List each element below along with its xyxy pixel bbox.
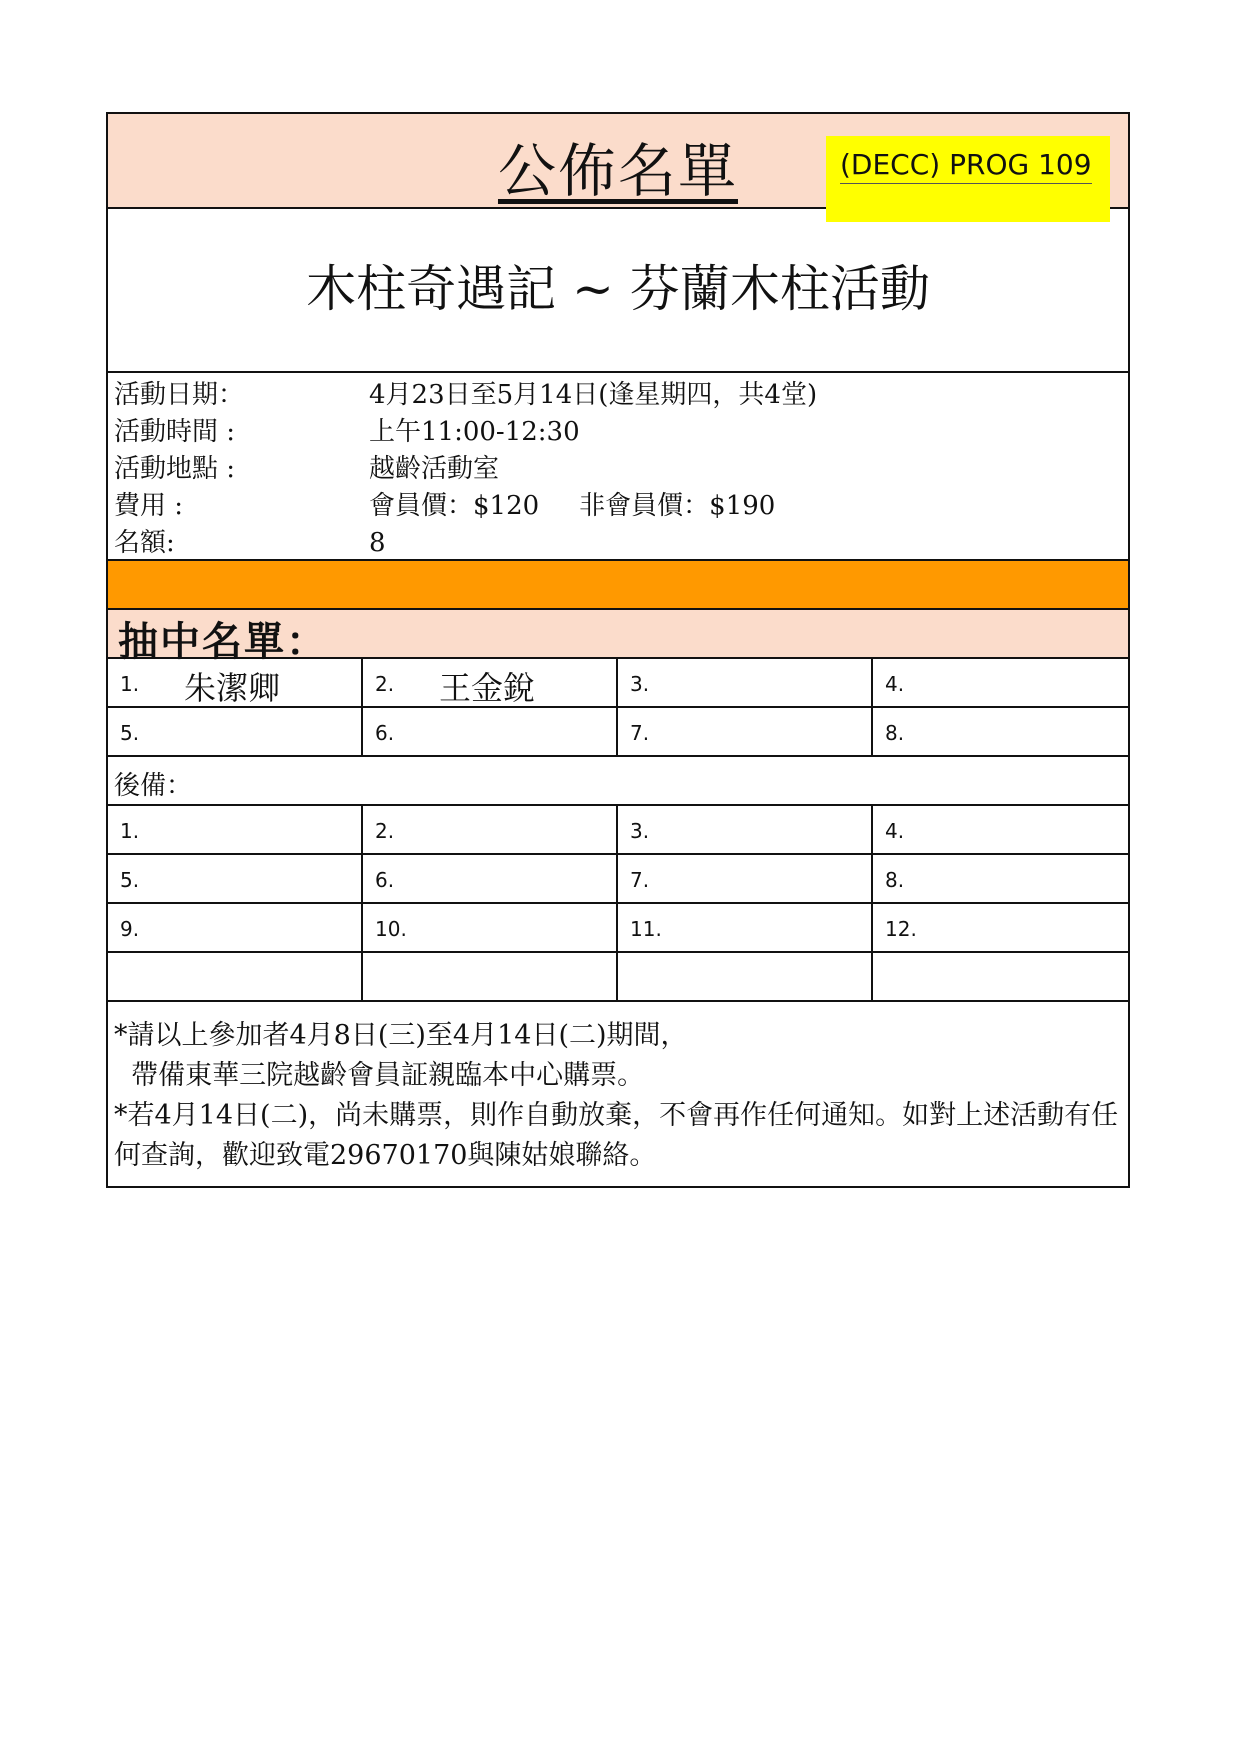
backup-cell bbox=[618, 904, 873, 951]
cell-number: 3. bbox=[630, 672, 650, 696]
empty-cell bbox=[363, 953, 618, 1000]
cell-number: 7. bbox=[630, 721, 650, 745]
winner-name: 王金銳 bbox=[439, 669, 536, 707]
winners-title: 抽中名單： bbox=[118, 619, 328, 665]
backup-cell bbox=[108, 855, 363, 902]
note-line: *若4月14日(二)，尚未購票，則作自動放棄，不會再作任何通知。如對上述活動有任何查詢，歡迎致電29670170與陳姑娘聯絡。 bbox=[114, 1100, 1119, 1171]
cell-number: 3. bbox=[630, 819, 650, 843]
info-quota bbox=[114, 525, 1122, 562]
info-fee bbox=[114, 488, 1122, 525]
activity-title-row bbox=[108, 209, 1128, 373]
cell-number: 5. bbox=[120, 868, 140, 892]
info-value: 越齡活動室 bbox=[369, 454, 500, 484]
backup-cell bbox=[108, 806, 363, 853]
backup-row bbox=[108, 855, 1128, 904]
info-label: 費用 : bbox=[114, 491, 184, 521]
cell-number: 2. bbox=[375, 672, 395, 696]
backup-cell bbox=[363, 855, 618, 902]
info-value: 8 bbox=[369, 528, 386, 558]
winners-row bbox=[108, 708, 1128, 757]
cell-number: 2. bbox=[375, 819, 395, 843]
info-value: 上午11:00-12:30 bbox=[369, 417, 580, 447]
program-code-label bbox=[826, 136, 1110, 222]
backup-cell bbox=[873, 855, 1128, 902]
non-member-fee: 非會員價：$190 bbox=[579, 491, 776, 521]
info-value: 4月23日至5月14日(逢星期四，共4堂) bbox=[369, 380, 818, 410]
activity-title: 木柱奇遇記 ~ 芬蘭木柱活動 bbox=[306, 260, 930, 318]
cell-number: 7. bbox=[630, 868, 650, 892]
info-date bbox=[114, 377, 1122, 414]
notice-sheet bbox=[106, 112, 1130, 1188]
cell-number: 12. bbox=[885, 917, 917, 941]
backup-cell bbox=[873, 904, 1128, 951]
empty-cell bbox=[108, 953, 363, 1000]
cell-number: 6. bbox=[375, 721, 395, 745]
info-label: 名額: bbox=[114, 528, 175, 558]
note-line: *請以上參加者4月8日(三)至4月14日(二)期間， bbox=[114, 1020, 688, 1051]
program-code: (DECC) PROG 109 bbox=[840, 148, 1092, 184]
backup-title: 後備： bbox=[114, 771, 193, 801]
cell-number: 4. bbox=[885, 819, 905, 843]
member-fee: 會員價：$120 bbox=[369, 491, 540, 521]
info-venue bbox=[114, 451, 1122, 488]
backup-cell bbox=[618, 855, 873, 902]
notice-title: 公佈名單 bbox=[497, 137, 738, 205]
cell-number: 6. bbox=[375, 868, 395, 892]
winner-cell bbox=[108, 708, 363, 755]
cell-number: 1. bbox=[120, 672, 140, 696]
cell-number: 8. bbox=[885, 721, 905, 745]
winners-header bbox=[108, 610, 1128, 665]
winner-cell bbox=[873, 708, 1128, 755]
winner-cell bbox=[873, 659, 1128, 706]
info-label: 活動日期： bbox=[114, 380, 245, 410]
cell-number: 10. bbox=[375, 917, 407, 941]
backup-cell bbox=[108, 904, 363, 951]
backup-cell bbox=[618, 806, 873, 853]
cell-number: 9. bbox=[120, 917, 140, 941]
empty-row bbox=[108, 953, 1128, 1002]
backup-cell bbox=[363, 904, 618, 951]
backup-row bbox=[108, 806, 1128, 855]
activity-info bbox=[108, 373, 1128, 561]
winner-cell bbox=[618, 659, 873, 706]
empty-cell bbox=[618, 953, 873, 1000]
cell-number: 1. bbox=[120, 819, 140, 843]
info-time bbox=[114, 414, 1122, 451]
backup-cell bbox=[873, 806, 1128, 853]
backup-header bbox=[108, 757, 1128, 806]
winner-cell bbox=[363, 708, 618, 755]
cell-number: 11. bbox=[630, 917, 662, 941]
notes bbox=[108, 1002, 1128, 1186]
backup-cell bbox=[363, 806, 618, 853]
empty-cell bbox=[873, 953, 1128, 1000]
winners-row bbox=[108, 659, 1128, 708]
winner-cell bbox=[618, 708, 873, 755]
backup-row bbox=[108, 904, 1128, 953]
cell-number: 5. bbox=[120, 721, 140, 745]
cell-number: 8. bbox=[885, 868, 905, 892]
winner-cell bbox=[363, 659, 618, 706]
orange-divider bbox=[108, 561, 1128, 610]
notice-header bbox=[108, 114, 1128, 209]
cell-number: 4. bbox=[885, 672, 905, 696]
winner-name: 朱潔卿 bbox=[184, 669, 281, 707]
info-label: 活動地點 : bbox=[114, 454, 236, 484]
info-label: 活動時間 : bbox=[114, 417, 236, 447]
winner-cell bbox=[108, 659, 363, 706]
note-line: 帶備東華三院越齡會員証親臨本中心購票。 bbox=[114, 1060, 645, 1091]
